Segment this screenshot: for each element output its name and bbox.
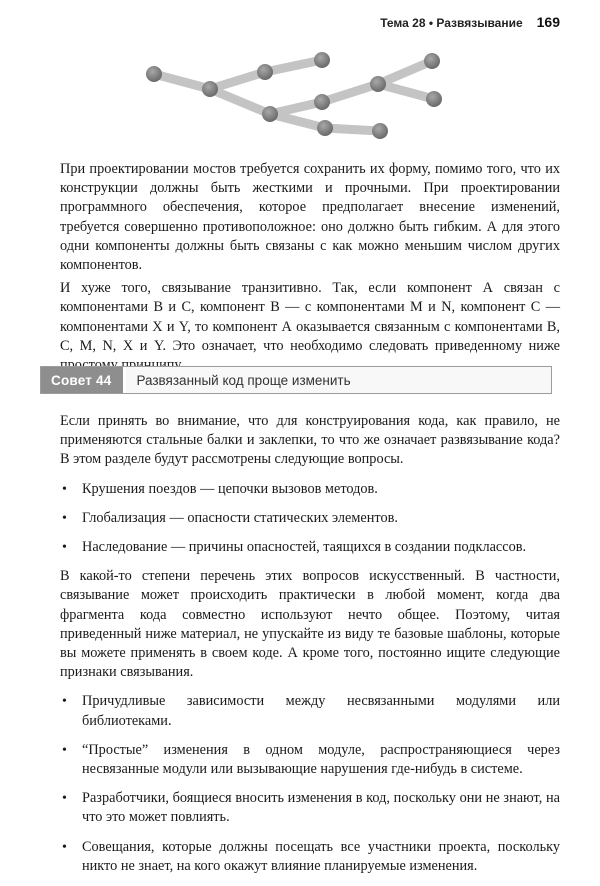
list-item: • Наследование — причины опасностей, таящихся в создании подклассов. [60,538,560,557]
bullet-icon: • [62,540,67,556]
diagram-node [426,91,442,107]
diagram-node [317,120,333,136]
diagram-node [257,64,273,80]
diagram-node [146,66,162,82]
list-item: • Совещания, которые должны посещать все участники проекта, поскольку никто не знает, на кого окажут влияние планируемые изменения. [62,838,560,874]
bullet-icon: • [62,742,67,758]
tip-label: Совет 44 [41,367,126,393]
topics-list [60,480,560,558]
diagram-node [372,123,388,139]
section-paragraph-2: В какой-то степени перечень этих вопросов искусственный. В частности, связывание может происходить практически в любой момент, когда два фрагмента кода совместно используют нечто общее. Поэтому, читая приведенный ниже материал, не упускайте из виду те базовые шаблоны, которые вы можете применять в своем коде. А кроме того, постоянно ищите следующие признаки связывания. [60,568,560,681]
diagram-node [262,106,278,122]
intro-text [60,160,560,379]
bullet-icon: • [62,791,67,807]
diagram-node [202,81,218,97]
tip-callout [40,366,552,394]
diagram-node [314,94,330,110]
intro-paragraph-1: При проектировании мостов требуется сохранить их форму, помимо того, что их конструкции должны быть жесткими и прочными. При проектировании программного обеспечения, которое предполагает внесение изменений, требуется совершенно противоположное: оно должно быть гибким. А для этого одни компоненты должны быть связаны с как можно меньшим числом других компонентов. [60,161,560,274]
running-header [380,14,560,30]
bullet-icon: • [62,839,67,855]
signs-list [60,692,560,876]
coupling-diagram [140,44,460,148]
diagram-edges [154,60,434,131]
bullet-icon: • [62,694,67,710]
tip-title: Развязанный код проще изменить [136,372,351,388]
intro-paragraph-2: И хуже того, связывание транзитивно. Так, если компонент А связан с компонентами В и С, компонент В — с компонентами M и N, компонент С — компонентами X и Y, то компонент А оказывается связанным с компонентами В, С, M, N, X и Y. Это означает, что необходимо следовать приведенному ниже [60,280,560,354]
list-item: • Крушения поездов — цепочки вызовов методов. [60,480,560,499]
page-number: 169 [536,14,560,30]
diagram-node [424,53,440,69]
section-title: Тема 28 • Развязывание [380,16,523,30]
list-item: • “Простые” изменения в одном модуле, распространяющиеся через несвязанные модули или вызывающие нарушения где-нибудь в системе. [62,741,560,778]
bullet-icon: • [62,510,67,526]
section-body [60,412,560,886]
list-item: • Глобализация — опасности статических элементов. [60,509,560,528]
section-paragraph-1: Если принять во внимание, что для конструирования кода, как правило, не применяются стальные балки и заклепки, то что же означает развязывание кода? В этом разделе будут рассмотрены следующие вопросы. [60,413,560,468]
list-item: • Причудливые зависимости между несвязанными модулями или библиотеками. [62,693,560,729]
list-item: • Разработчики, боящиеся вносить изменения в код, поскольку они не знают, на что это может повлиять. [62,790,560,826]
diagram-node [314,52,330,68]
diagram-node [370,76,386,92]
bullet-icon: • [62,481,67,497]
